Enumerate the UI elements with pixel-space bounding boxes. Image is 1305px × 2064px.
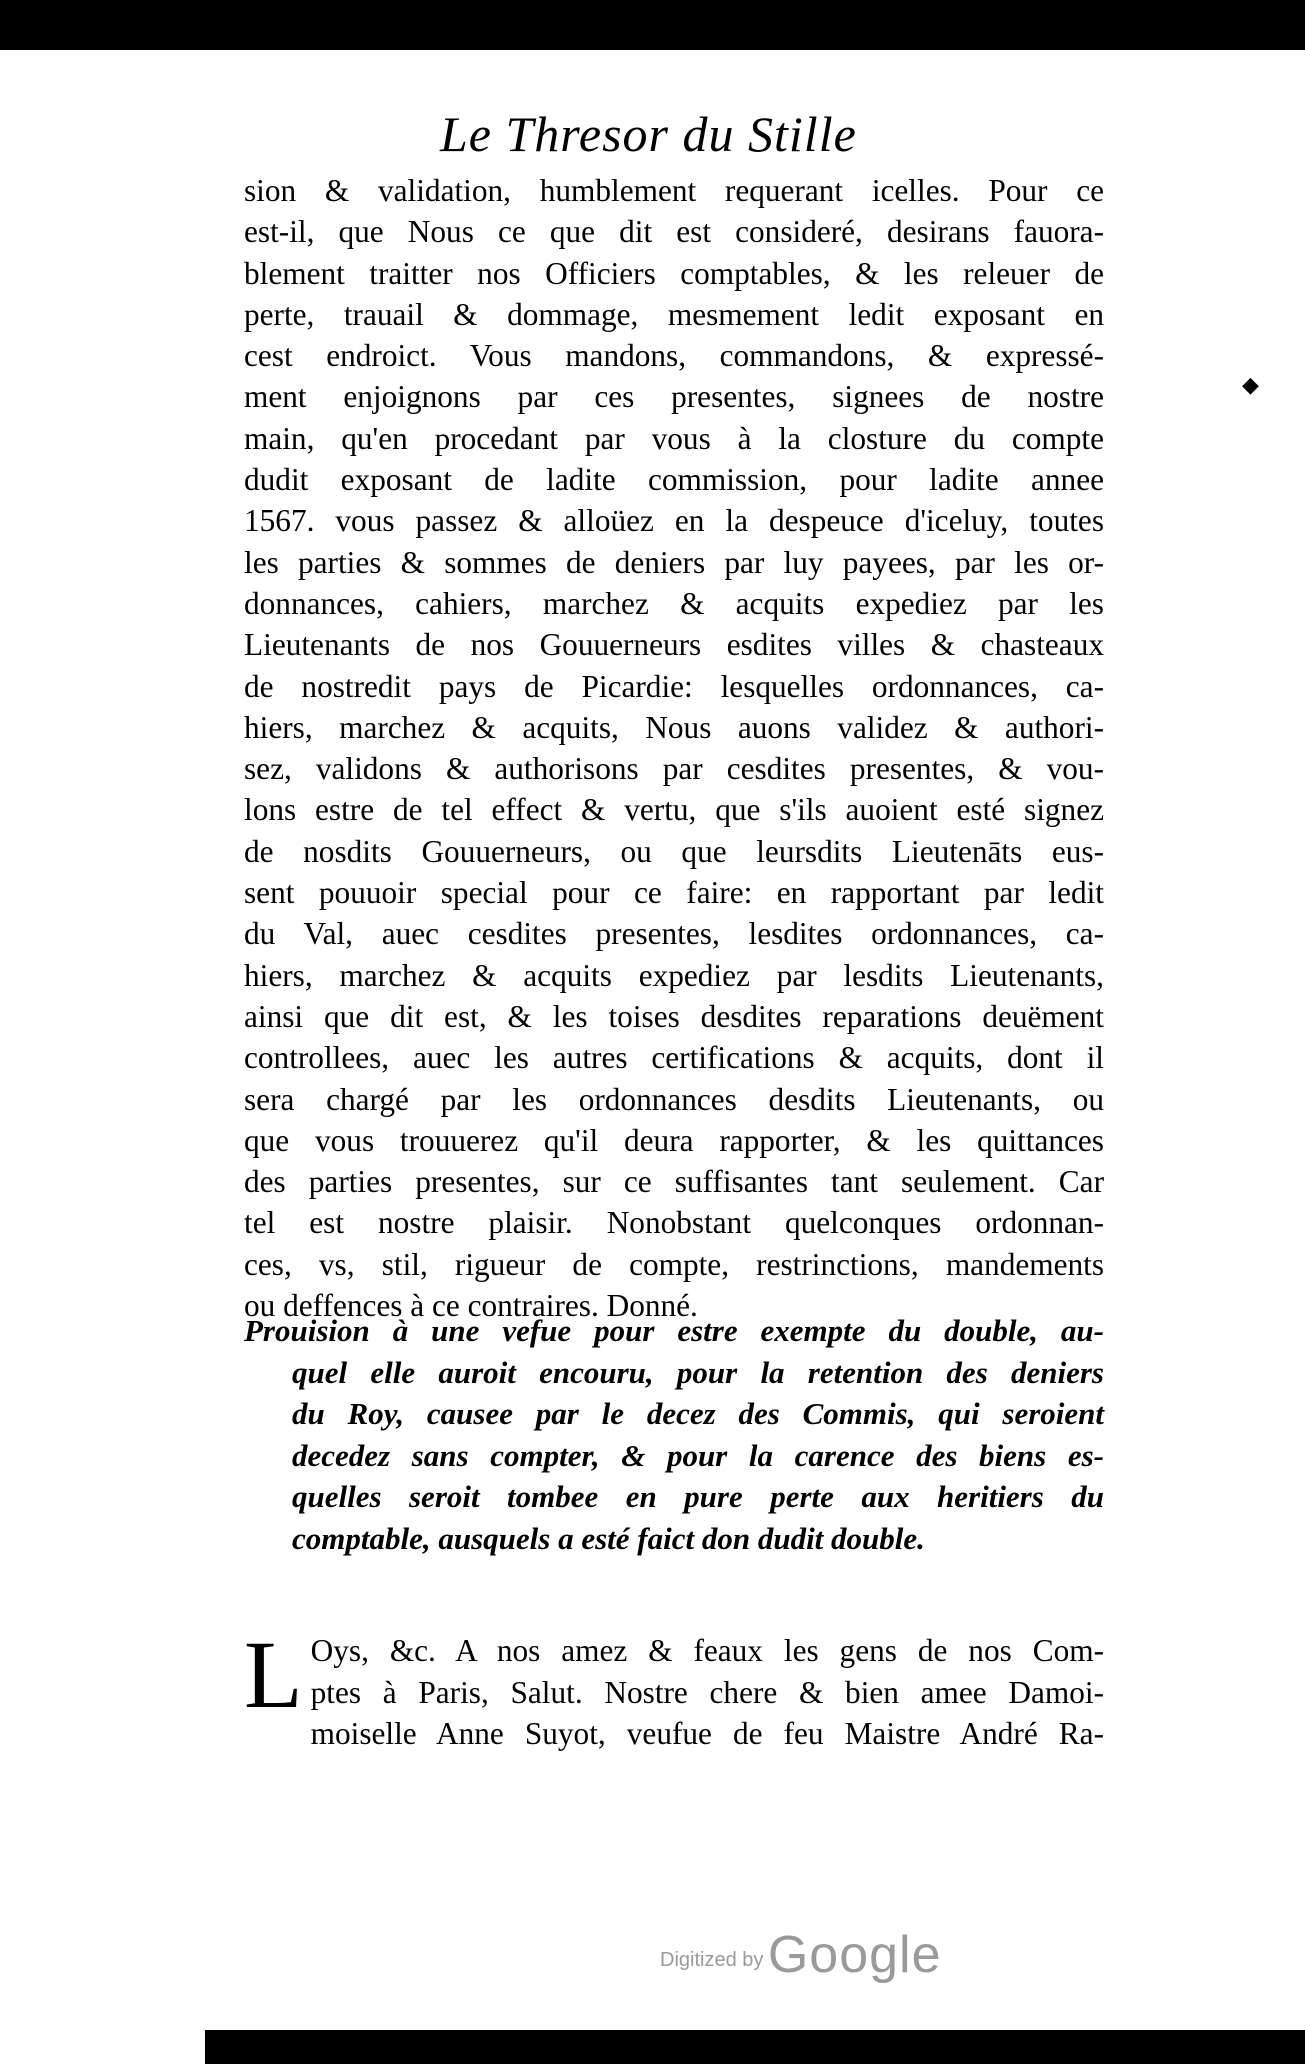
text-line: les parties & sommes de deniers par luy payees, par les or- — [244, 544, 1104, 580]
text-line: 1567. vous passez & alloüez en la despeuce d'iceluy, toutes — [244, 503, 1104, 539]
text-line: sez, validons & authorisons par cesdites presentes, & vou- — [244, 751, 1104, 787]
google-logo: Google — [767, 1926, 942, 1984]
rubric-line: Prouision à une vefue pour estre exempte du double, au- — [244, 1313, 1104, 1348]
text-line: des parties presentes, sur ce suffisantes tant seulement. Car — [244, 1164, 1104, 1200]
text-line: de nostredit pays de Picardie: lesquelles ordonnances, ca- — [244, 668, 1104, 704]
digitized-watermark — [660, 1925, 942, 1985]
text-line: hiers, marchez & acquits expediez par lesdits Lieutenants, — [244, 957, 1104, 993]
text-line: lons estre de tel effect & vertu, que s'ils auoient esté signez — [244, 792, 1104, 828]
drop-cap: L — [244, 1621, 303, 1728]
rubric-line: decedez sans compter, & pour la carence des biens es- — [292, 1437, 1104, 1473]
rubric-line: quel elle auroit encouru, pour la retention des deniers — [292, 1354, 1104, 1390]
text-line: sion & validation, humblement requerant icelles. Pour ce — [244, 173, 1104, 208]
text-line: du Val, auec cesdites presentes, lesdites ordonnances, ca- — [244, 916, 1104, 952]
rubric-line: comptable, ausquels a esté faict don dudit double. — [292, 1520, 925, 1556]
text-line: controllees, auec les autres certifications & acquits, dont il — [244, 1040, 1104, 1076]
text-line: cest endroict. Vous mandons, commandons, & expressé- — [244, 338, 1104, 374]
text-line: ainsi que dit est, & les toises desdites reparations deuëment — [244, 998, 1104, 1034]
text-line: sent pouuoir special pour ce faire: en rapportant par ledit — [244, 875, 1104, 911]
text-line: blement traitter nos Officiers comptables, & les releuer de — [244, 255, 1104, 291]
text-line: dudit exposant de ladite commission, pour ladite annee — [244, 462, 1104, 498]
text-line: perte, trauail & dommage, mesmement ledit exposant en — [244, 296, 1104, 332]
rubric-line: du Roy, causee par le decez des Commis, qui seroient — [292, 1396, 1104, 1431]
text-line: Oys, &c. A nos amez & feaux les gens de nos Com- — [310, 1633, 1104, 1668]
text-line: tel est nostre plaisir. Nonobstant quelconques ordonnan- — [244, 1205, 1104, 1241]
letter-paragraph — [244, 1621, 1104, 1755]
watermark-prefix: Digitized by — [660, 1949, 764, 1971]
text-line: hiers, marchez & acquits, Nous auons validez & authori- — [244, 709, 1104, 745]
scan-border-top — [0, 0, 1305, 50]
margin-mark-icon: ◆ — [1242, 373, 1259, 398]
text-line: ment enjoignons par ces presentes, signees de nostre — [244, 379, 1104, 415]
text-line: est-il, que Nous ce que dit est consideré, desirans fauora- — [244, 214, 1104, 250]
text-line: ou deffences à ce contraires. Donné. — [244, 1288, 698, 1324]
scan-border-bottom — [205, 2030, 1305, 2064]
text-line: donnances, cahiers, marchez & acquits expediez par les — [244, 585, 1104, 621]
rubric-line: quelles seroit tombee en pure perte aux heritiers du — [292, 1479, 1104, 1514]
text-line: moiselle Anne Suyot, veufue de feu Maistre André Ra- — [310, 1716, 1104, 1751]
section-rubric — [244, 1310, 1104, 1559]
text-line: ces, vs, stil, rigueur de compte, restrinctions, mandements — [244, 1246, 1104, 1282]
text-line: ptes à Paris, Salut. Nostre chere & bien amee Damoi- — [310, 1674, 1104, 1710]
main-paragraph — [244, 170, 1104, 1326]
text-line: Lieutenants de nos Gouuerneurs esdites villes & chasteaux — [244, 627, 1104, 663]
text-line: main, qu'en procedant par vous à la closture du compte — [244, 420, 1104, 456]
text-line: de nosdits Gouuerneurs, ou que leursdits Lieutenāts eus- — [244, 833, 1104, 869]
text-line: que vous trouuerez qu'il deura rapporter, & les quittances — [244, 1122, 1104, 1158]
text-line: sera chargé par les ordonnances desdits Lieutenants, ou — [244, 1081, 1104, 1117]
running-title: Le Thresor du Stille — [440, 106, 857, 162]
